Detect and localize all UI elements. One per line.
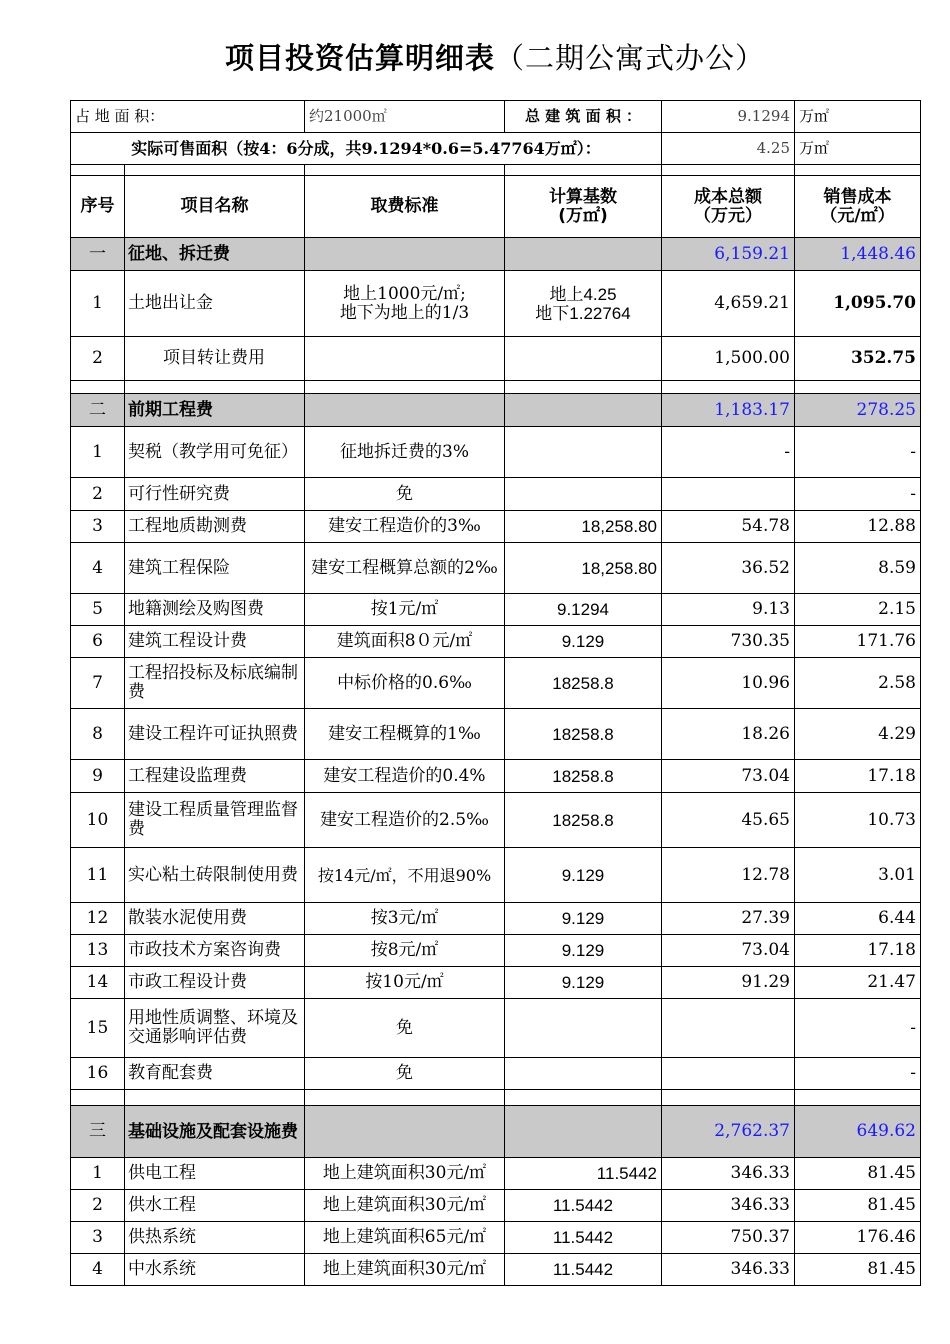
item-total: 346.33 [662, 1158, 795, 1190]
item-base: 9.129 [505, 935, 662, 967]
item-base [505, 337, 662, 381]
spacer-cell [305, 1090, 505, 1106]
item-base: 9.129 [505, 848, 662, 903]
estimate-table [70, 100, 921, 1286]
item-base: 11.5442 [505, 1190, 662, 1222]
item-total: 346.33 [662, 1254, 795, 1286]
item-standard [305, 337, 505, 381]
sale-area-value: 4.25 [662, 133, 795, 165]
item-total: 91.29 [662, 967, 795, 999]
item-total: 36.52 [662, 543, 795, 594]
item-no: 3 [71, 1222, 125, 1254]
spacer-cell [505, 1090, 662, 1106]
item-row [71, 626, 921, 658]
spacer-cell [71, 1090, 125, 1106]
item-total: 18.26 [662, 709, 795, 760]
item-base: 地上4.25 地下1.22764 [505, 271, 662, 337]
item-no: 12 [71, 903, 125, 935]
item-row [71, 967, 921, 999]
header-name: 项目名称 [125, 176, 305, 238]
section-no: 二 [71, 394, 125, 427]
item-unit-cost: 171.76 [795, 626, 921, 658]
item-row [71, 594, 921, 626]
section-name: 征地、拆迁费 [125, 238, 305, 271]
item-standard: 建安工程造价的2.5‰ [305, 793, 505, 848]
item-no: 4 [71, 543, 125, 594]
item-base: 18258.8 [505, 709, 662, 760]
item-no: 1 [71, 271, 125, 337]
item-base: 9.1294 [505, 594, 662, 626]
item-base: 9.129 [505, 967, 662, 999]
item-base [505, 427, 662, 478]
section-unit-cost: 278.25 [795, 394, 921, 427]
item-total: 9.13 [662, 594, 795, 626]
item-no: 2 [71, 1190, 125, 1222]
spacer-cell [795, 1090, 921, 1106]
section-standard [305, 1106, 505, 1158]
item-unit-cost: 3.01 [795, 848, 921, 903]
item-unit-cost: 12.88 [795, 511, 921, 543]
item-standard: 中标价格的0.6‰ [305, 658, 505, 709]
item-no: 14 [71, 967, 125, 999]
item-row [71, 511, 921, 543]
item-total [662, 999, 795, 1058]
item-name: 建筑工程保险 [125, 543, 305, 594]
item-no: 4 [71, 1254, 125, 1286]
title-sub: （二期公寓式办公） [495, 41, 766, 75]
item-no: 1 [71, 427, 125, 478]
section-name: 基础设施及配套设施费 [125, 1106, 305, 1158]
section-row-s2 [71, 394, 921, 427]
item-standard: 免 [305, 999, 505, 1058]
section-unit-cost: 1,448.46 [795, 238, 921, 271]
item-unit-cost: 1,095.70 [795, 271, 921, 337]
item-total [662, 1058, 795, 1090]
item-base: 11.5442 [505, 1222, 662, 1254]
section-total: 6,159.21 [662, 238, 795, 271]
item-standard: 免 [305, 478, 505, 511]
spacer-cell [795, 381, 921, 394]
item-unit-cost: 2.15 [795, 594, 921, 626]
item-no: 5 [71, 594, 125, 626]
sale-area-label: 实际可售面积（按4：6分成，共9.1294*0.6=5.47764万㎡）： [71, 133, 662, 165]
item-unit-cost: - [795, 1058, 921, 1090]
title-main: 项目投资估算明细表 [224, 41, 495, 75]
item-unit-cost: 352.75 [795, 337, 921, 381]
spacer-row [71, 165, 921, 176]
item-total: 1,500.00 [662, 337, 795, 381]
item-unit-cost: 21.47 [795, 967, 921, 999]
item-row [71, 999, 921, 1058]
item-unit-cost: - [795, 999, 921, 1058]
item-total: 12.78 [662, 848, 795, 903]
item-total: 346.33 [662, 1190, 795, 1222]
item-unit-cost: 17.18 [795, 935, 921, 967]
item-total: - [662, 427, 795, 478]
section-standard [305, 238, 505, 271]
section-no: 一 [71, 238, 125, 271]
spacer-cell [71, 381, 125, 394]
item-row [71, 337, 921, 381]
sale-area-unit: 万㎡ [795, 133, 921, 165]
item-row [71, 1222, 921, 1254]
item-row [71, 1158, 921, 1190]
item-row [71, 543, 921, 594]
item-row [71, 709, 921, 760]
header-row [71, 176, 921, 238]
item-unit-cost: 6.44 [795, 903, 921, 935]
spacer-cell [125, 381, 305, 394]
spacer-cell [125, 1090, 305, 1106]
item-name: 工程建设监理费 [125, 760, 305, 793]
section-total: 1,183.17 [662, 394, 795, 427]
item-unit-cost: - [795, 427, 921, 478]
section-unit-cost: 649.62 [795, 1106, 921, 1158]
section-no: 三 [71, 1106, 125, 1158]
item-standard: 建安工程造价的0.4% [305, 760, 505, 793]
item-total: 27.39 [662, 903, 795, 935]
land-area-value: 约21000㎡ [305, 101, 505, 133]
item-standard: 建安工程概算总额的2‰ [305, 543, 505, 594]
item-total: 10.96 [662, 658, 795, 709]
item-no: 6 [71, 626, 125, 658]
item-unit-cost: 10.73 [795, 793, 921, 848]
item-name: 中水系统 [125, 1254, 305, 1286]
item-base: 18258.8 [505, 658, 662, 709]
item-unit-cost: 2.58 [795, 658, 921, 709]
item-name: 可行性研究费 [125, 478, 305, 511]
item-standard: 征地拆迁费的3% [305, 427, 505, 478]
item-base: 18258.8 [505, 760, 662, 793]
item-unit-cost: 4.29 [795, 709, 921, 760]
item-name: 实心粘土砖限制使用费 [125, 848, 305, 903]
info-row-area [71, 101, 921, 133]
item-standard: 免 [305, 1058, 505, 1090]
item-total: 73.04 [662, 760, 795, 793]
item-standard: 地上建筑面积30元/㎡ [305, 1190, 505, 1222]
item-no: 2 [71, 337, 125, 381]
item-standard: 建安工程造价的3‰ [305, 511, 505, 543]
item-no: 9 [71, 760, 125, 793]
item-base [505, 1058, 662, 1090]
item-row [71, 903, 921, 935]
item-no: 8 [71, 709, 125, 760]
build-area-value: 9.1294 [662, 101, 795, 133]
item-row [71, 793, 921, 848]
spacer-row [71, 381, 921, 394]
item-no: 10 [71, 793, 125, 848]
item-row [71, 271, 921, 337]
section-total: 2,762.37 [662, 1106, 795, 1158]
info-row-sale [71, 133, 921, 165]
item-base: 18258.8 [505, 793, 662, 848]
item-name: 契税（教学用可免征） [125, 427, 305, 478]
item-name: 供电工程 [125, 1158, 305, 1190]
item-standard: 地上建筑面积65元/㎡ [305, 1222, 505, 1254]
item-row [71, 1190, 921, 1222]
item-unit-cost: 17.18 [795, 760, 921, 793]
item-base: 18,258.80 [505, 543, 662, 594]
item-name: 建筑工程设计费 [125, 626, 305, 658]
item-no: 3 [71, 511, 125, 543]
section-row-s3 [71, 1106, 921, 1158]
item-row [71, 1254, 921, 1286]
page-title [0, 36, 950, 77]
item-no: 13 [71, 935, 125, 967]
section-standard [305, 394, 505, 427]
item-standard: 按14元/㎡，不用退90% [305, 848, 505, 903]
spacer-cell [505, 381, 662, 394]
item-unit-cost: 8.59 [795, 543, 921, 594]
item-name: 市政工程设计费 [125, 967, 305, 999]
spacer-cell [305, 381, 505, 394]
item-unit-cost: - [795, 478, 921, 511]
item-name: 建设工程质量管理监督费 [125, 793, 305, 848]
item-base: 9.129 [505, 626, 662, 658]
section-name: 前期工程费 [125, 394, 305, 427]
item-row [71, 478, 921, 511]
item-name: 建设工程许可证执照费 [125, 709, 305, 760]
header-total: 成本总额 （万元） [662, 176, 795, 238]
item-row [71, 658, 921, 709]
item-unit-cost: 81.45 [795, 1190, 921, 1222]
header-standard: 取费标准 [305, 176, 505, 238]
item-base: 9.129 [505, 903, 662, 935]
item-name: 教育配套费 [125, 1058, 305, 1090]
section-row-s1 [71, 238, 921, 271]
item-name: 散装水泥使用费 [125, 903, 305, 935]
item-no: 7 [71, 658, 125, 709]
item-no: 16 [71, 1058, 125, 1090]
item-total: 4,659.21 [662, 271, 795, 337]
item-standard: 按8元/㎡ [305, 935, 505, 967]
item-row [71, 848, 921, 903]
item-standard: 建筑面积8０元/㎡ [305, 626, 505, 658]
item-row [71, 935, 921, 967]
item-no: 11 [71, 848, 125, 903]
item-standard: 地上建筑面积30元/㎡ [305, 1254, 505, 1286]
item-base: 18,258.80 [505, 511, 662, 543]
item-name: 供热系统 [125, 1222, 305, 1254]
item-no: 2 [71, 478, 125, 511]
item-standard: 地上建筑面积30元/㎡ [305, 1158, 505, 1190]
item-no: 1 [71, 1158, 125, 1190]
item-total: 750.37 [662, 1222, 795, 1254]
item-standard: 建安工程概算的1‰ [305, 709, 505, 760]
item-base [505, 478, 662, 511]
item-total [662, 478, 795, 511]
item-unit-cost: 81.45 [795, 1254, 921, 1286]
spacer-cell [662, 1090, 795, 1106]
header-base: 计算基数 (万㎡) [505, 176, 662, 238]
item-standard: 按10元/㎡ [305, 967, 505, 999]
item-total: 45.65 [662, 793, 795, 848]
land-area-label: 占 地 面 积： [71, 101, 305, 133]
item-name: 工程招投标及标底编制费 [125, 658, 305, 709]
build-area-label: 总 建 筑 面 积 ： [505, 101, 662, 133]
item-total: 54.78 [662, 511, 795, 543]
item-base [505, 999, 662, 1058]
item-no: 15 [71, 999, 125, 1058]
item-name: 供水工程 [125, 1190, 305, 1222]
item-total: 730.35 [662, 626, 795, 658]
item-row [71, 760, 921, 793]
section-base [505, 1106, 662, 1158]
item-name: 市政技术方案咨询费 [125, 935, 305, 967]
item-unit-cost: 176.46 [795, 1222, 921, 1254]
header-unit-cost: 销售成本 （元/㎡） [795, 176, 921, 238]
spacer-cell [662, 381, 795, 394]
item-unit-cost: 81.45 [795, 1158, 921, 1190]
item-standard: 按3元/㎡ [305, 903, 505, 935]
item-name: 工程地质勘测费 [125, 511, 305, 543]
item-row [71, 1058, 921, 1090]
item-name: 项目转让费用 [125, 337, 305, 381]
section-base [505, 394, 662, 427]
item-total: 73.04 [662, 935, 795, 967]
item-name: 地籍测绘及购图费 [125, 594, 305, 626]
item-standard: 地上1000元/㎡; 地下为地上的1/3 [305, 271, 505, 337]
section-base [505, 238, 662, 271]
item-base: 11.5442 [505, 1254, 662, 1286]
build-area-unit: 万㎡ [795, 101, 921, 133]
header-no: 序号 [71, 176, 125, 238]
item-name: 用地性质调整、环境及交通影响评估费 [125, 999, 305, 1058]
item-name: 土地出让金 [125, 271, 305, 337]
item-standard: 按1元/㎡ [305, 594, 505, 626]
spacer-row [71, 1090, 921, 1106]
item-base: 11.5442 [505, 1158, 662, 1190]
item-row [71, 427, 921, 478]
